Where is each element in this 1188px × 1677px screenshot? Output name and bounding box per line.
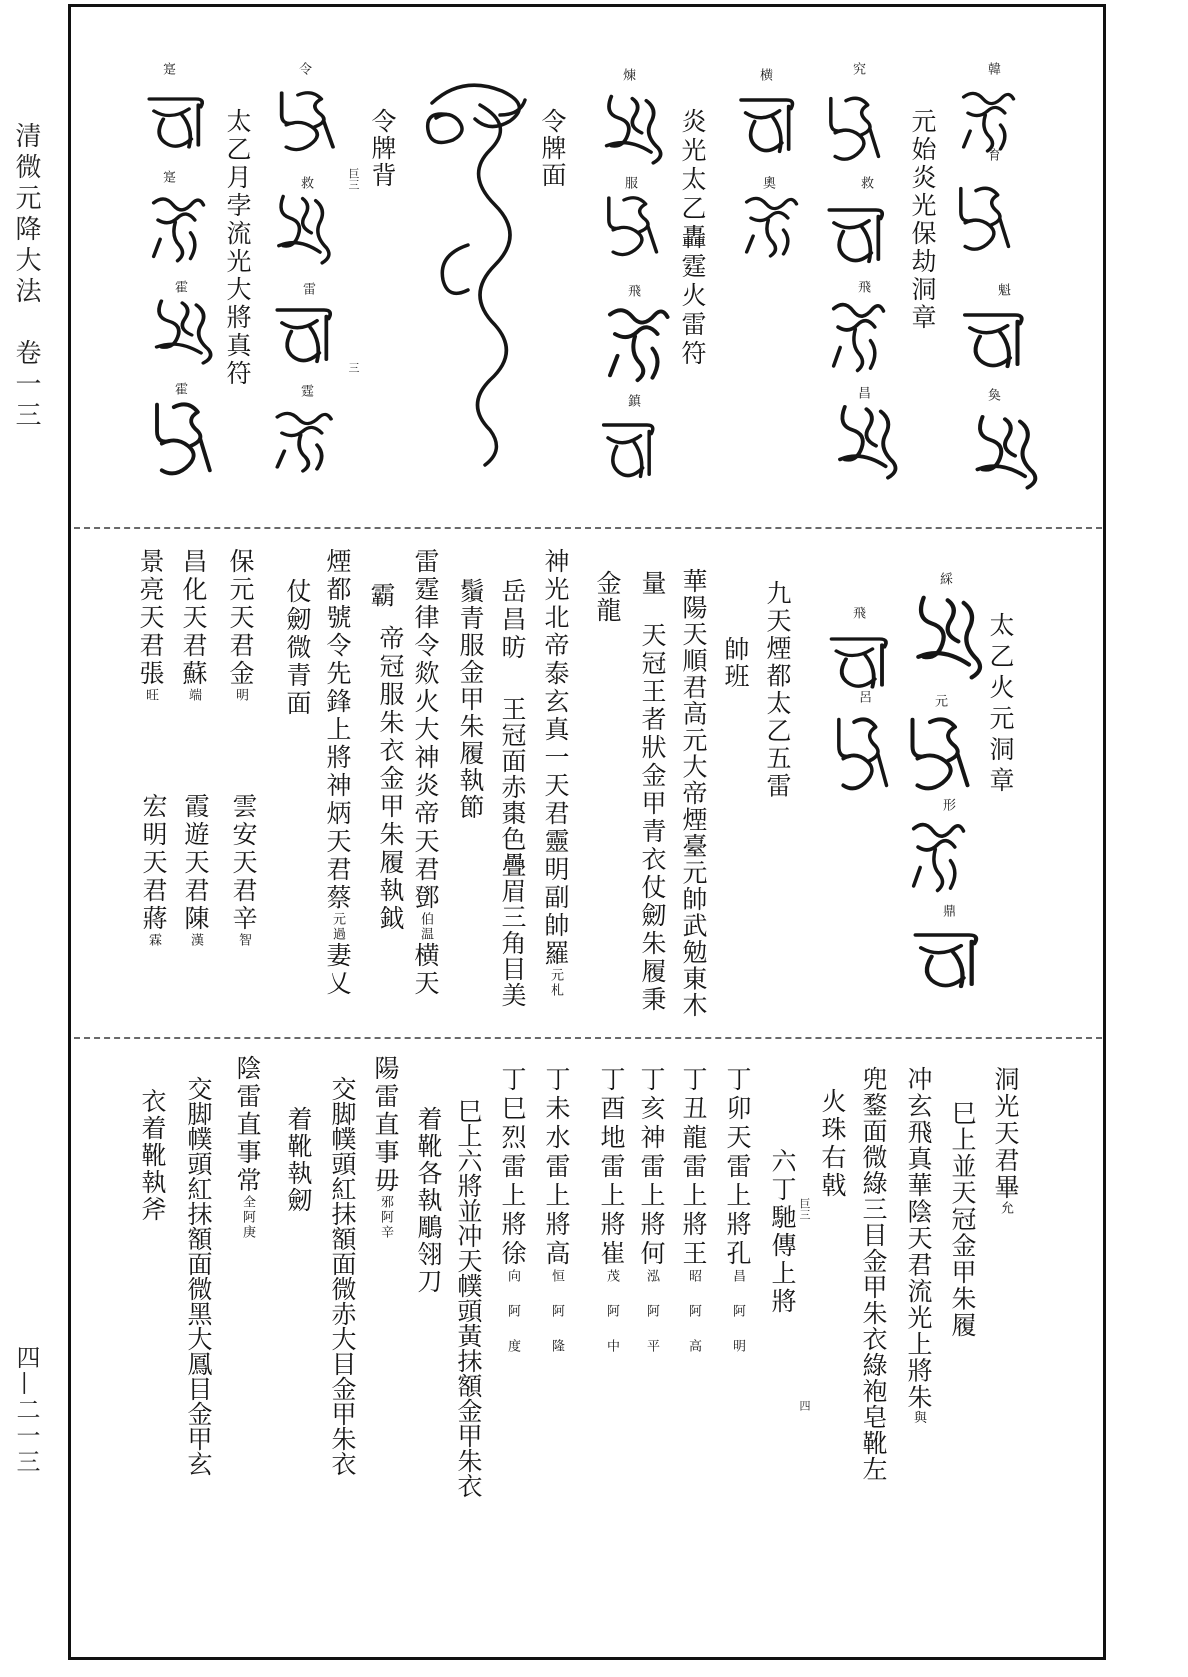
talisman-glyph: [905, 815, 970, 895]
talisman-glyph: [955, 85, 1020, 155]
column-text: 冲玄飛真華陰天君流光上將朱: [904, 1066, 933, 1411]
column-text: 丁未水雷上將高: [542, 1066, 571, 1269]
annotation: 茂阿中: [604, 1269, 619, 1374]
talisman-glyph: [822, 625, 894, 695]
talisman-label: 究: [850, 62, 865, 75]
talisman-label: 煉: [620, 68, 635, 81]
talisman-label: 横: [757, 68, 772, 81]
talisman-label: 鼎: [940, 904, 955, 917]
talisman-glyph: [820, 90, 885, 165]
talisman-label: 奐: [985, 388, 1000, 401]
talisman-label: 元: [932, 694, 947, 707]
text-column: [410, 548, 440, 998]
text-column: 九天煙都太乙五雷: [763, 580, 792, 800]
talisman-glyph: [732, 85, 800, 160]
text-column: 着靴各執鵰翎刀: [414, 1106, 443, 1295]
talisman-label: 寔: [160, 170, 175, 183]
column-text: 霞遊天君陳: [181, 793, 210, 933]
annotation: 昌阿明: [730, 1269, 745, 1374]
column-text: 丁卯天雷上將孔: [723, 1066, 752, 1269]
talisman-glyph: [595, 90, 665, 165]
text-column: [232, 1055, 262, 1240]
column-text: 横天: [411, 942, 440, 998]
text-column: [540, 548, 570, 998]
text-column: 太乙月孛流光大將真符: [223, 108, 252, 388]
talisman-glyph: [145, 395, 217, 480]
talisman-glyph: [140, 85, 210, 155]
text-column: 量: [638, 570, 667, 596]
annotation: 巨三: [798, 1198, 811, 1220]
column-text: 丁酉地雷上將崔: [597, 1066, 626, 1269]
scroll-talisman: [420, 75, 530, 485]
text-column: [135, 548, 165, 703]
column-text: 保元天君金: [226, 548, 255, 688]
annotation: 恒阿隆: [549, 1269, 564, 1374]
talisman-glyph: [955, 300, 1030, 375]
text-column: [228, 793, 258, 948]
text-column: 鬚青服金甲朱履執節: [456, 578, 485, 821]
talisman-label: 育: [985, 148, 1000, 161]
annotation: 端: [186, 688, 201, 703]
talisman-glyph: [145, 190, 210, 265]
talisman-glyph: [268, 190, 333, 265]
annotation: 漢: [188, 933, 203, 948]
text-column: [322, 548, 352, 998]
talisman-label: 昌: [855, 386, 870, 399]
annotation: 允: [998, 1201, 1013, 1216]
text-column: 帥班: [721, 636, 750, 690]
text-column: 仗劒微青面: [283, 578, 312, 718]
text-column: 炎光太乙轟霆火雷符: [678, 108, 707, 369]
text-column: 霸: [367, 582, 396, 608]
annotation: 旺: [143, 688, 158, 703]
text-column: [596, 1066, 626, 1374]
annotation: 全阿庚: [240, 1195, 255, 1240]
text-column: 天冠王者狀金甲青衣仗劒朱履秉: [638, 622, 667, 1014]
text-column: 着靴執劒: [284, 1106, 313, 1214]
annotation: 霖: [146, 933, 161, 948]
text-column: 巳上並天冠金甲朱履: [948, 1100, 977, 1339]
column-text: 妻乂: [323, 942, 352, 998]
text-column: [990, 1066, 1020, 1216]
annotation: 三: [347, 362, 360, 373]
annotation: 昭阿高: [686, 1269, 701, 1374]
talisman-label: 霍: [172, 382, 187, 395]
talisman-label: 韓: [985, 62, 1000, 75]
column-text: 雷霆律令欻火大神炎帝天君鄧: [411, 548, 440, 912]
annotation: 元札: [548, 968, 563, 998]
column-text: 雲安天君辛: [229, 793, 258, 933]
annotation: 明: [233, 688, 248, 703]
talisman-glyph: [598, 190, 663, 260]
column-text: 丁亥神雷上將何: [637, 1066, 666, 1269]
talisman-glyph: [950, 180, 1015, 255]
talisman-glyph: [825, 295, 890, 375]
text-column: 元始炎光保劫洞章: [908, 108, 937, 332]
talisman-glyph: [595, 410, 660, 485]
text-column: [722, 1066, 752, 1374]
text-column: [180, 793, 210, 948]
text-column: 兜鍪面微綠三目金甲朱衣綠袍皂靴左: [859, 1066, 888, 1482]
text-column: [636, 1066, 666, 1374]
column-text: 洞光天君畢: [991, 1066, 1020, 1201]
talisman-glyph: [905, 920, 985, 995]
text-column: 華陽天順君高元大帝煙臺元帥武勉東木: [679, 568, 708, 1019]
text-column: 衣着靴執斧: [138, 1088, 167, 1223]
talisman-label: 寔: [160, 62, 175, 75]
talisman-glyph: [145, 295, 215, 365]
talisman-glyph: [905, 590, 985, 680]
annotation: 智: [236, 933, 251, 948]
text-column: 交脚幞頭紅抹額面微赤大目金甲朱衣: [328, 1076, 357, 1476]
talisman-glyph: [820, 195, 890, 270]
annotation: 巨三: [347, 168, 360, 190]
column-text: 景亮天君張: [136, 548, 165, 688]
annotation: 向阿度: [505, 1269, 520, 1374]
talisman-label: 飛: [625, 284, 640, 297]
talisman-label: 呂: [856, 690, 871, 703]
text-column: [178, 548, 208, 703]
talisman-glyph: [900, 710, 975, 795]
text-column: [497, 1066, 527, 1374]
text-column: 帝冠服朱衣金甲朱履執鉞: [376, 625, 405, 933]
page-number: 四—二一三: [12, 1345, 40, 1475]
column-text: 神光北帝泰玄真一天君靈明副帥羅: [541, 548, 570, 968]
talisman-label: 奧: [760, 176, 775, 189]
text-column: 岳昌昉: [498, 578, 527, 662]
talisman-label: 霍: [172, 280, 187, 293]
annotation: 與: [911, 1410, 926, 1426]
talisman-glyph: [828, 400, 900, 480]
text-column: [370, 1055, 400, 1240]
talisman-label: 鎮: [625, 394, 640, 407]
talisman-label: 救: [298, 176, 313, 189]
talisman-label: 飛: [855, 280, 870, 293]
column-text: 昌化天君蘇: [179, 548, 208, 688]
column-text: 宏明天君蔣: [139, 793, 168, 933]
talisman-glyph: [268, 405, 338, 475]
talisman-label: 雷: [300, 282, 315, 295]
talisman-label: 霆: [298, 384, 313, 397]
annotation: 元過: [330, 912, 345, 942]
text-column: [541, 1066, 571, 1374]
text-column: 太乙火元洞章: [986, 612, 1015, 798]
text-column: 巳上六將並冲天幞頭黃抹額金甲朱衣: [454, 1098, 483, 1498]
talisman-glyph: [828, 710, 893, 795]
annotation: 伯温: [418, 912, 433, 942]
annotation: 泓阿平: [644, 1269, 659, 1374]
text-column: 令牌面: [538, 108, 567, 189]
talisman-label: 綵: [937, 572, 952, 585]
column-text: 陰雷直事常: [233, 1055, 262, 1195]
column-text: 丁丑龍雷上將王: [679, 1066, 708, 1269]
column-text: 煙都號令先鋒上將神炳天君蔡: [323, 548, 352, 912]
talisman-glyph: [965, 410, 1040, 490]
section-divider: [74, 1037, 1102, 1039]
talisman-label: 魁: [995, 283, 1010, 296]
column-text: 丁巳烈雷上將徐: [498, 1066, 527, 1269]
text-column: 金龍: [593, 570, 622, 624]
text-column: [225, 548, 255, 703]
margin-title: 清微元降大法 卷一三: [11, 122, 41, 432]
column-text: 陽雷直事毋: [371, 1055, 400, 1195]
text-column: 王冠面赤棗色疊眉三角目美: [498, 696, 527, 1008]
talisman-glyph: [268, 295, 338, 370]
text-column: [138, 793, 168, 948]
annotation: 邪阿辛: [378, 1195, 393, 1240]
text-column: [903, 1066, 933, 1426]
text-column: 令牌背: [368, 108, 397, 189]
talisman-glyph: [270, 85, 340, 155]
talisman-glyph: [738, 190, 803, 260]
text-column: 火珠右戟: [818, 1088, 847, 1200]
talisman-label: 服: [622, 176, 637, 189]
text-column: 六丁馳傳上將: [768, 1148, 797, 1316]
talisman-label: 令: [296, 62, 311, 75]
text-column: [678, 1066, 708, 1374]
talisman-label: 形: [940, 798, 955, 811]
section-divider: [74, 527, 1102, 529]
talisman-glyph: [600, 300, 675, 385]
talisman-label: 救: [858, 176, 873, 189]
text-column: 交脚幞頭紅抹額面微黑大鳳目金甲玄: [184, 1076, 213, 1476]
annotation: 四: [798, 1400, 811, 1411]
talisman-label: 飛: [850, 606, 865, 619]
